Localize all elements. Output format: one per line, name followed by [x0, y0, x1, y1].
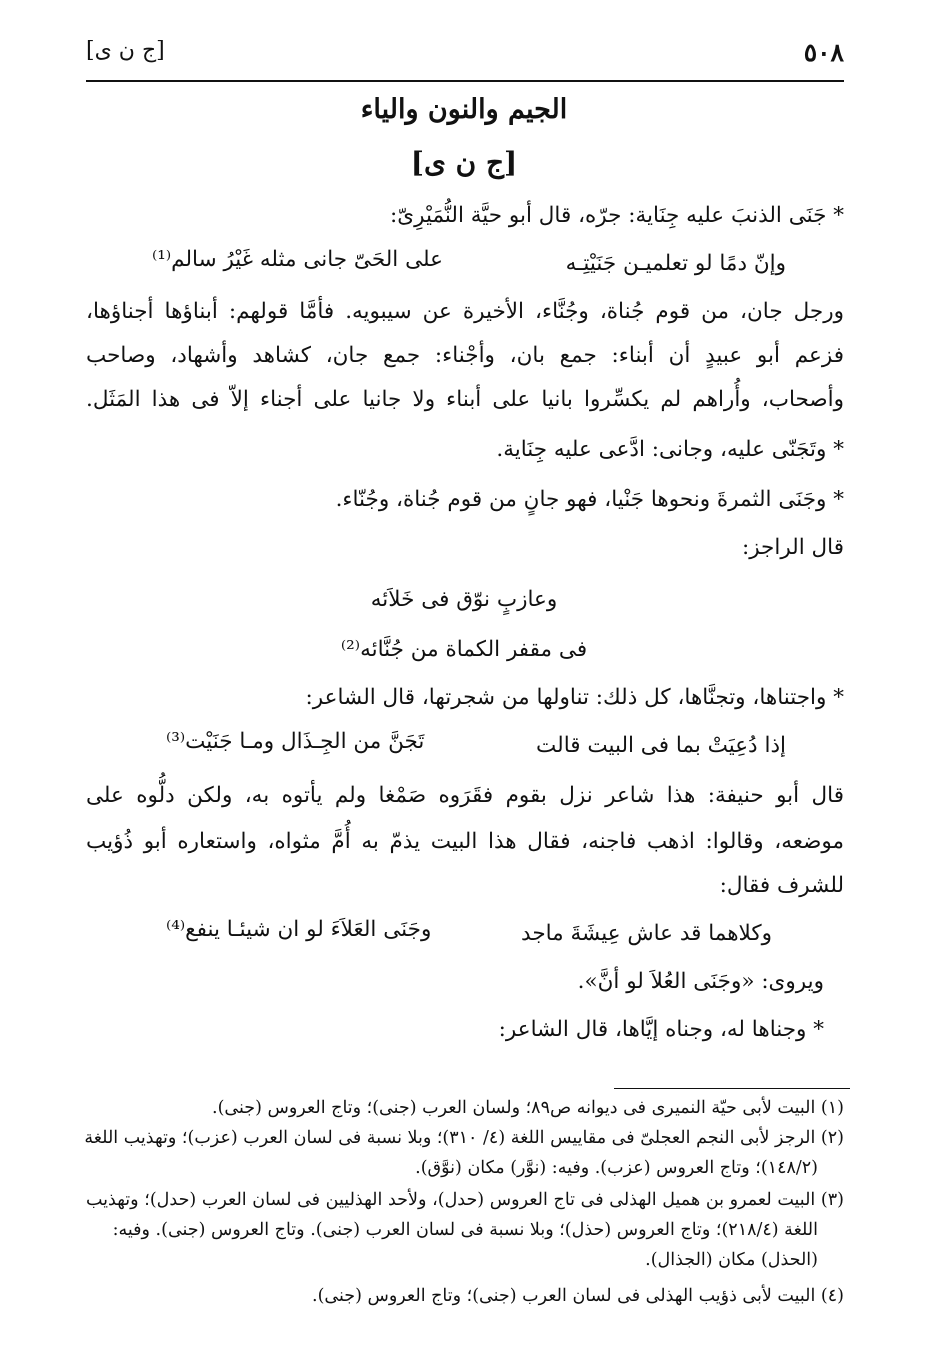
- page-header: [86, 32, 844, 72]
- verse-hemistich-right: إذا دُعِيَتْ بما فى البيت قالت: [536, 733, 786, 758]
- running-head: [ج ن ى]: [86, 38, 165, 63]
- footnote-continuation: (١٤٨/٢)؛ وتاج العروس (عزب). وفيه: (نوَّر) مكان (نوَّق).: [415, 1158, 818, 1178]
- body-line: قال أبو حنيفة: هذا شاعر نزل بقوم فقَرَوه صَمْغا ولم يأتوه به، ولكن دلُّوه على: [86, 783, 844, 808]
- verse-hemistich-left: على الحَىّ جانى مثله غَيْرُ سالم⁽¹⁾: [152, 247, 443, 272]
- footnote-continuation: (الحذل) مكان (الجذال).: [645, 1250, 818, 1270]
- footnote-continuation: اللغة (٢١٨/٤)؛ وتاج العروس (حذل)؛ وبلا نسبة فى لسان العرب (جنى). وتاج العروس (جنى). وفيه:: [112, 1220, 818, 1240]
- footnote: (١) البيت لأبى حيّة النميرى فى ديوانه ص٨٩؛ ولسان العرب (جنى)؛ وتاج العروس (جنى).: [212, 1098, 844, 1118]
- body-line: * وجَنَى الثمرةَ ونحوها جَنْيا، فهو جانٍ من قوم جُناة، وجُنّاء.: [335, 487, 844, 512]
- body-line: ورجل جان، من قوم جُناة، وجُنَّاء، الأخيرة عن سيبويه. فأمَّا قولهم: أبناؤها أجناؤها،: [86, 299, 844, 324]
- rajaz-line: فى مقفر الكماة من جُنَّائه⁽²⁾: [340, 637, 588, 662]
- body-line: ويروى: «وجَنَى العُلاَ لو أنَّ».: [577, 969, 824, 994]
- body-line: فزعم أبو عبيدٍ أن أبناء: جمع بان، وأجْناء: جمع جان، كشاهد وأشهاد، وصاحب: [86, 343, 844, 368]
- body-line: * وتَجَنّى عليه، وجانى: ادَّعى عليه جِنَاية.: [496, 437, 844, 462]
- body-line: موضعه، وقالوا: اذهب فاجنه، فقال هذا البيت يذمّ به أُمَّ مثواه، واستعاره أبو ذُؤيب: [86, 829, 844, 854]
- rajaz-line: وعازبٍ نوّق فى خَلاَئه: [370, 587, 558, 612]
- body-line: للشرف فقال:: [719, 873, 844, 898]
- page-number: ٥٠٨: [803, 38, 844, 67]
- verse-hemistich-left: وجَنَى العَلاَءَ لو ان شيئـا ينفع⁽⁴⁾: [166, 917, 432, 942]
- footnote: (٤) البيت لأبى ذؤيب الهذلى فى لسان العرب (جنى)؛ وتاج العروس (جنى).: [312, 1286, 844, 1306]
- verse-hemistich-left: تَجَنَّ من الجِـذَال ومـا جَنَيْت⁽³⁾: [166, 729, 425, 754]
- footnote-rule: [614, 1088, 850, 1089]
- body-line: قال الراجز:: [741, 535, 844, 560]
- body-line: * واجتناها، وتجنَّاها، كل ذلك: تناولها من شجرتها، قال الشاعر:: [305, 685, 844, 710]
- root-heading: [ج ن ى]: [410, 146, 518, 179]
- body-line: * جَنَى الذنبَ عليه جِنَاية: جرّه، قال أبو حيَّة النُّمَيْرِىّ:: [390, 203, 844, 228]
- body-line: * وجناها له، وجناه إيَّاها، قال الشاعر:: [498, 1017, 824, 1042]
- body-line: وأصحاب، وأُراهم لم يكسِّروا بانيا على أبناء ولا جانيا على أجناء إلاّ فى هذا المَثَل.: [86, 387, 844, 412]
- verse-hemistich-right: وكلاهما قد عاش عِيشَةَ ماجد: [521, 921, 772, 946]
- header-rule: [86, 80, 844, 82]
- footnote: (٣) البيت لعمرو بن هميل الهذلى فى تاج العروس (حدل)، ولأحد الهذليين فى لسان العرب (حدل)؛ وتهذيب: [86, 1190, 844, 1210]
- chapter-title: الجيم والنون والياء: [360, 94, 568, 125]
- footnote: (٢) الرجز لأبى النجم العجلىّ فى مقاييس اللغة (٤/ ٣١٠)؛ وبلا نسبة فى لسان العرب (عزب)؛ وتهذيب اللغة: [84, 1128, 844, 1148]
- verse-hemistich-right: وإنّ دمًا لو تعلميـن جَنَيْتِـه: [565, 251, 786, 276]
